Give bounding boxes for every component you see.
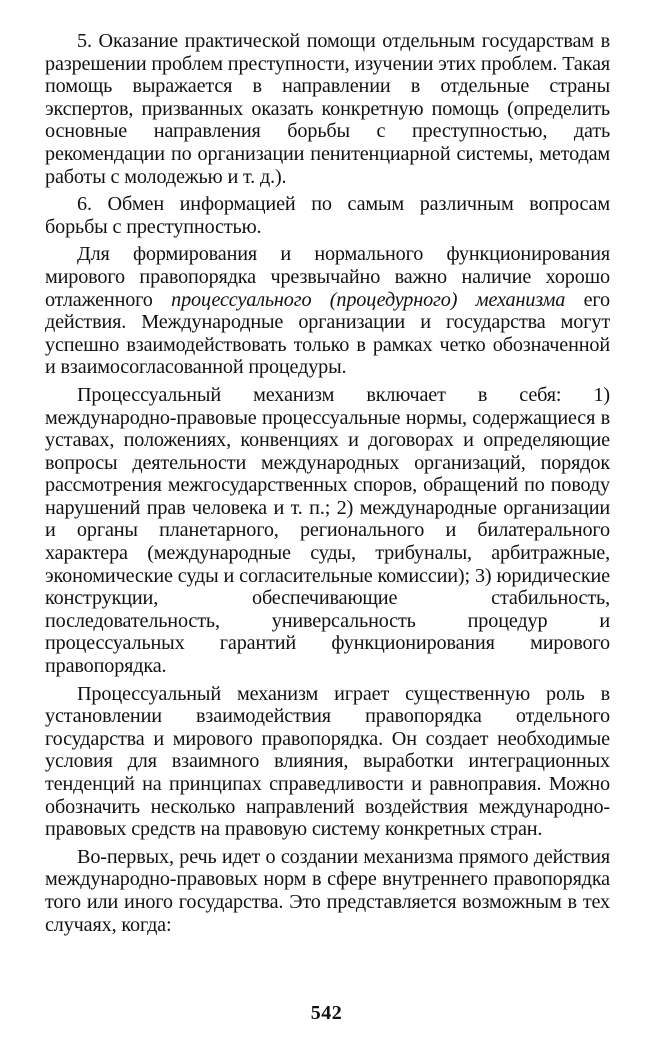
paragraph-text: 5. Оказание практической помощи отдельным государствам в разрешении проблем преступности, изучении этих проблем. Такая помощь выражается в направлении в отдельные страны экспертов, призванных оказать конкретную помощь (определить основные направления борьбы с преступностью, дать рекомендации по организации пенитенциарной системы, методам работы с молодежью и т. д.). (45, 30, 611, 188)
paragraph-text: 6. Обмен информацией по самым различным вопросам борьбы с преступностью. (45, 193, 610, 238)
page-number: 542 (310, 1002, 343, 1024)
paragraph-text: Во-первых, речь идет о создании механизма прямого действия международно-правовых норм в сфере внутреннего правопорядка того или иного государства. Это представляется возможным в тех случаях, когда: (45, 845, 610, 936)
paragraph-item-5 (45, 30, 610, 188)
document-page (45, 30, 610, 941)
paragraph-procedural-mechanism-components (45, 384, 610, 678)
emphasized-term: процессуального (процедурного) механизма (171, 288, 566, 311)
paragraph-procedural-mechanism-intro (45, 243, 610, 379)
paragraph-item-6 (45, 193, 610, 238)
paragraph-text: Процессуальный механизм играет существенную роль в установлении взаимодействия правопорядка отдельного государства и мирового правопорядка. Он создает необходимые условия для взаимного влияния, выработки интеграционных тенденций на принципах справедливости и равноправия. Можно обозначить несколько направлений воздействия международно-правовых средств на правовую систему конкретных стран. (45, 682, 610, 841)
paragraph-text: Для формирования и нормального функционирования мирового правопорядка чрезвычайно важно наличие хорошо отлаженного (45, 243, 610, 311)
paragraph-first-direction (45, 846, 610, 936)
paragraph-text: Процессуальный механизм включает в себя: 1) международно-правовые процессуальные нормы, содержащиеся в уставах, положениях, конвенциях и договорах и определяющие вопросы деятельности международных организаций, порядок рассмотрения межгосударственных споров, обращений по поводу нарушений прав человека и т. п.; 2) международные организации и органы планетарного, регионального и билатерального характера (международные суды, трибуналы, арбитражные, экономические суды и согласительные комиссии); 3) юридические конструкции, обеспечивающие стабильность, последовательность, универсальность процедур и процессуальных гарантий функционирования мирового правопорядка. (45, 383, 610, 678)
paragraph-procedural-mechanism-role (45, 683, 610, 841)
paragraph-text: его действия. Международные организации и государства могут успешно взаимодействовать только в рамках четко обозначенной и взаимосогласованной процедуры. (45, 288, 610, 379)
